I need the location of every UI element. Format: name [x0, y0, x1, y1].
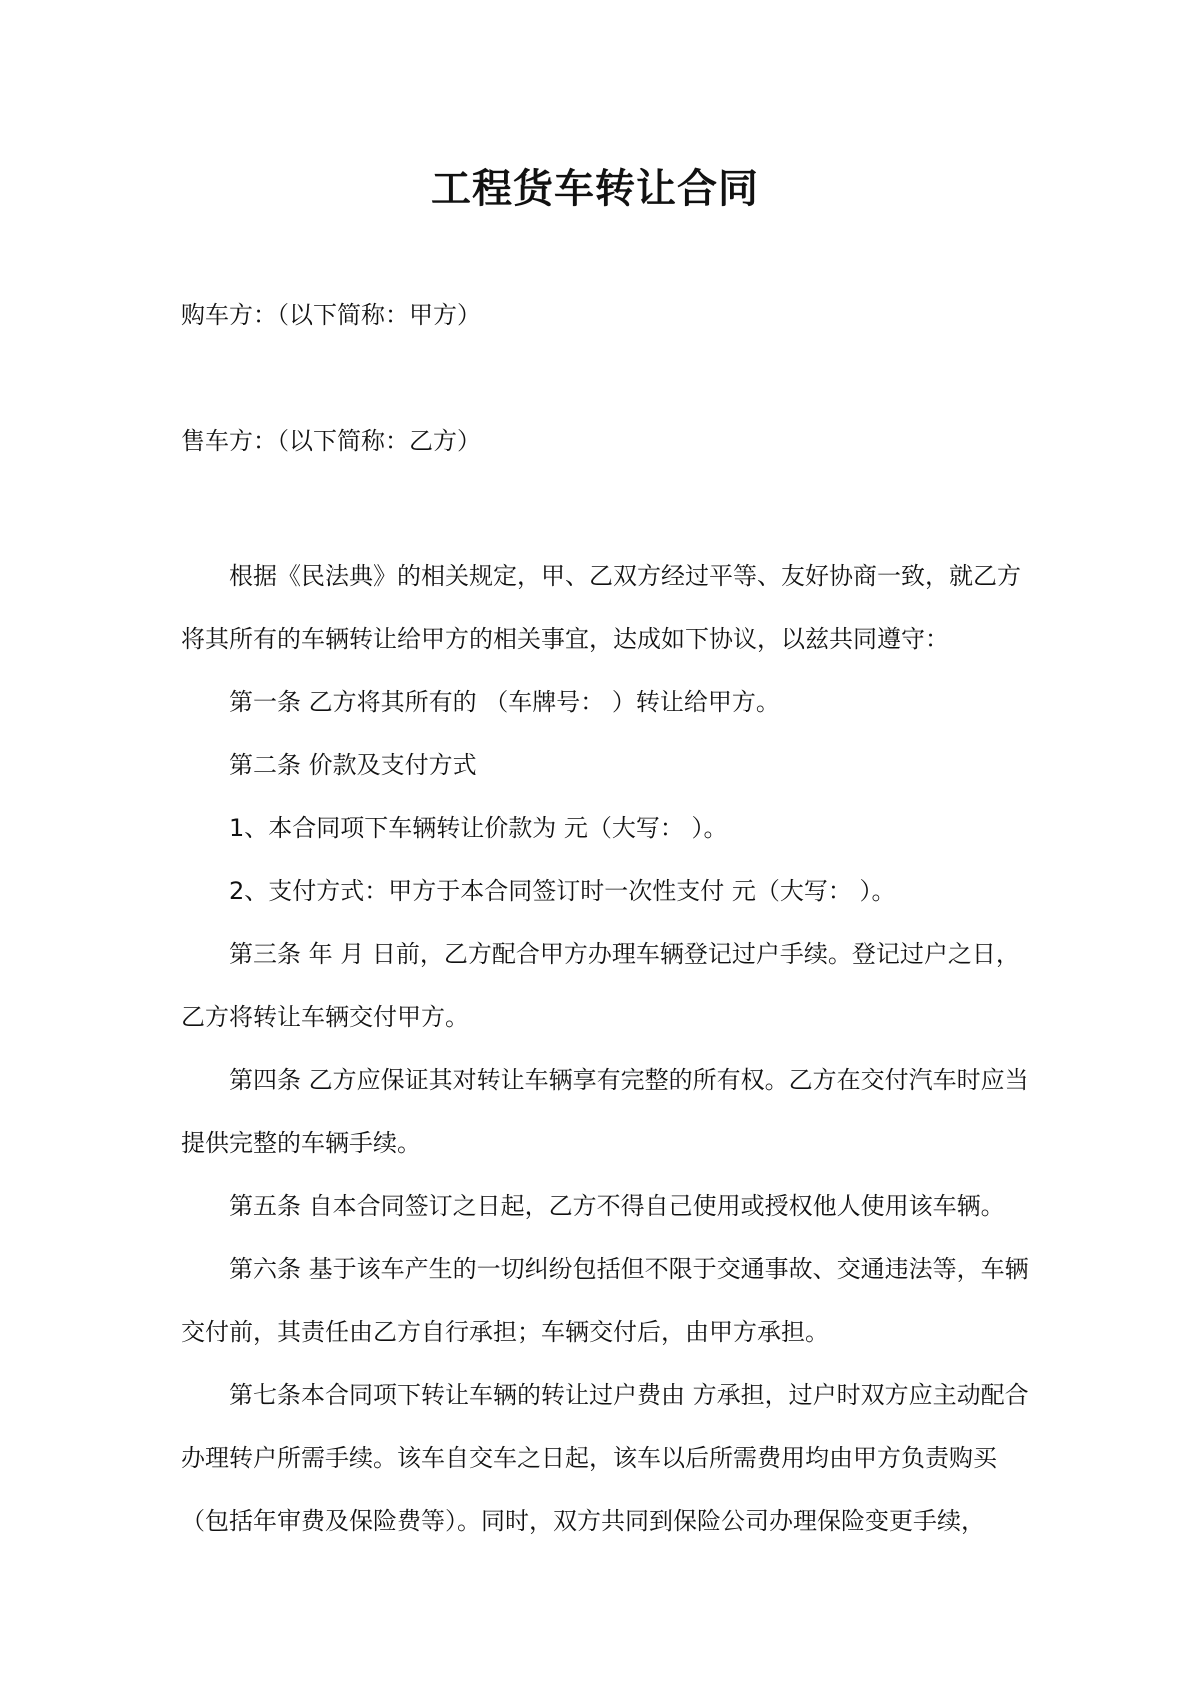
- article-1-paragraph: 第一条 乙方将其所有的 （车牌号： ）转让给甲方。: [229, 688, 780, 716]
- document-title: 工程货车转让合同: [431, 166, 759, 212]
- article-2-item-1: 1、本合同项下车辆转让价款为 元（大写： ）。: [229, 814, 728, 842]
- article-6-paragraph: 第六条 基于该车产生的一切纠纷包括但不限于交通事故、交通违法等，车辆交付前，其责任由乙方自行承担；车辆交付后，由甲方承担。: [181, 1255, 1029, 1346]
- article-2-item-2: 2、支付方式：甲方于本合同签订时一次性支付 元（大写： ）。: [229, 877, 896, 905]
- article-7-paragraph: 第七条本合同项下转让车辆的转让过户费由 方承担，过户时双方应主动配合办理转户所需手续。该车自交车之日起，该车以后所需费用均由甲方负责购买（包括年审费及保险费等）。同时，双方共同到保险公司办理保险变更手续，: [181, 1381, 1029, 1535]
- preamble-paragraph: 根据《民法典》的相关规定，甲、乙双方经过平等、友好协商一致，就乙方将其所有的车辆转让给甲方的相关事宜，达成如下协议，以兹共同遵守：: [181, 562, 1021, 653]
- article-3-paragraph: 第三条 年 月 日前，乙方配合甲方办理车辆登记过户手续。登记过户之日，乙方将转让车辆交付甲方。: [181, 940, 1020, 1031]
- seller-party-line: 售车方：（以下简称：乙方）: [181, 427, 481, 455]
- contract-body: [181, 545, 1039, 1553]
- article-2-heading: 第二条 价款及支付方式: [229, 751, 477, 779]
- buyer-party-line: 购车方：（以下简称：甲方）: [181, 301, 481, 329]
- article-4-paragraph: 第四条 乙方应保证其对转让车辆享有完整的所有权。乙方在交付汽车时应当提供完整的车辆手续。: [181, 1066, 1029, 1157]
- article-5-paragraph: 第五条 自本合同签订之日起，乙方不得自己使用或授权他人使用该车辆。: [229, 1192, 1005, 1220]
